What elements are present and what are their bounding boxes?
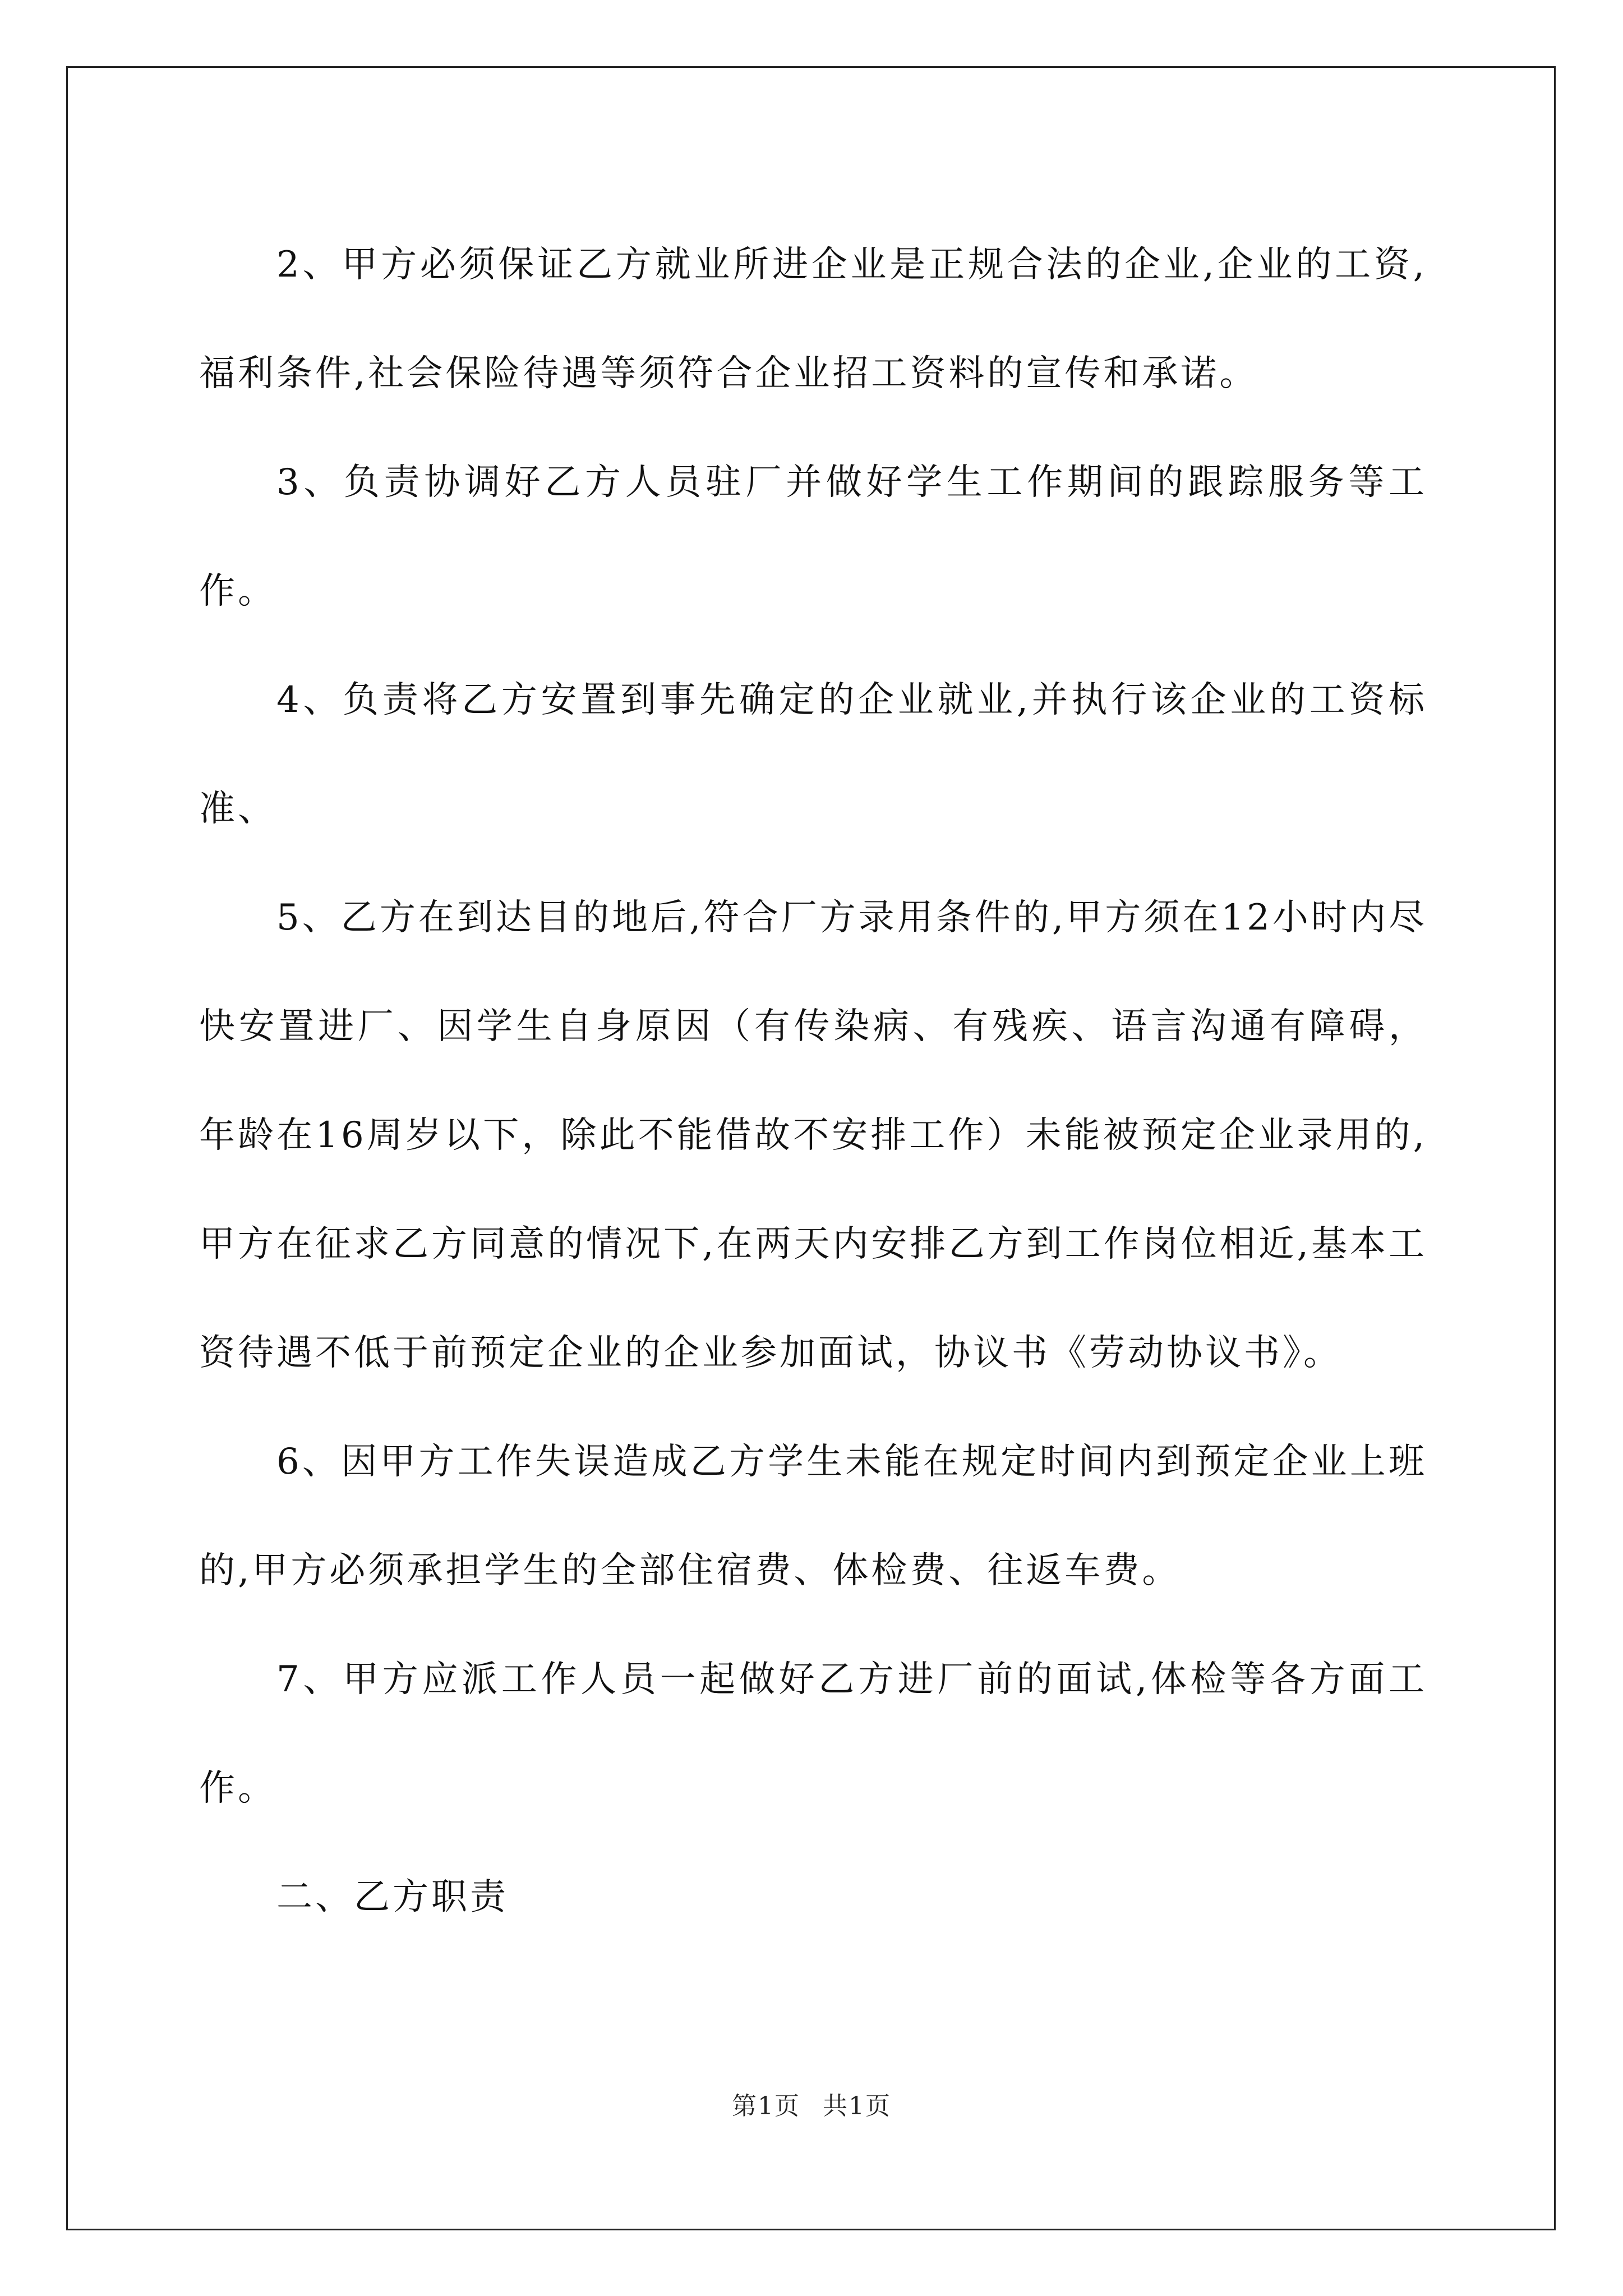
paragraph-item-2: 2、甲方必须保证乙方就业所进企业是正规合法的企业,企业的工资,福利条件,社会保险待遇等须符合企业招工资料的宣传和承诺。 bbox=[199, 244, 1427, 394]
page-number: 第1页 bbox=[732, 2092, 800, 2120]
paragraph-item-5: 5、乙方在到达目的地后,符合厂方录用条件的,甲方须在12小时内尽快安置进厂、因学生自身原因（有传染病、有残疾、语言沟通有障碍，年龄在16周岁以下，除此不能借故不安排工作）未能被预定企业录用的,甲方在征求乙方同意的情况下,在两天内安排乙方到工作岗位相近,基本工资待遇不低于前预定企业的企业参加面试，协议书《劳动协议书》。 bbox=[199, 897, 1427, 1374]
section-heading-party-b-duties: 二、乙方职责 bbox=[276, 1876, 509, 1918]
paragraph-item-4: 4、负责将乙方安置到事先确定的企业就业,并执行该企业的工资标准、 bbox=[199, 679, 1427, 830]
paragraph-item-6: 6、因甲方工作失误造成乙方学生未能在规定时间内到预定企业上班的,甲方必须承担学生的全部住宿费、体检费、往返车费。 bbox=[199, 1441, 1427, 1591]
page-total: 共1页 bbox=[823, 2092, 891, 2120]
paragraph-item-3: 3、负责协调好乙方人员驻厂并做好学生工作期间的跟踪服务等工作。 bbox=[199, 462, 1427, 612]
paragraph-item-7: 7、甲方应派工作人员一起做好乙方进厂前的面试,体检等各方面工作。 bbox=[199, 1659, 1427, 1809]
document-body bbox=[199, 210, 1427, 1952]
page-footer bbox=[0, 2086, 1623, 2122]
